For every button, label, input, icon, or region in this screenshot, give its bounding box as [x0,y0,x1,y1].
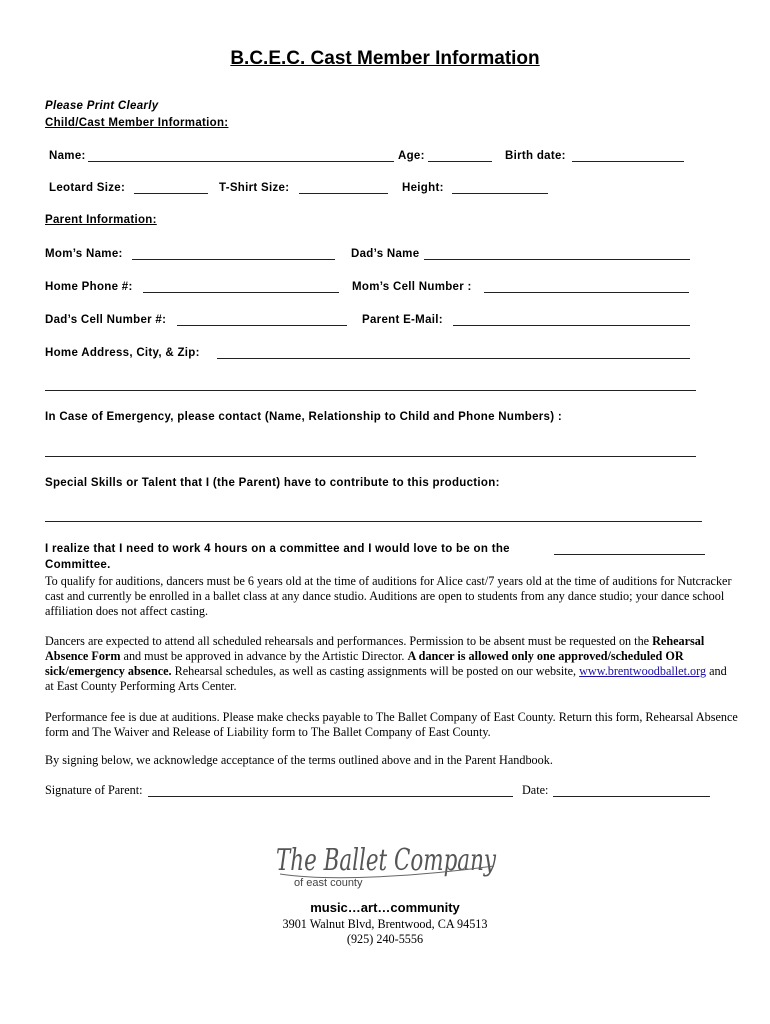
home-phone-field[interactable] [143,292,339,293]
phone: (925) 240-5556 [346,932,424,946]
dads-name-label: Dad’s Name [351,248,420,260]
special-skills-label: Special Skills or Talent that I (the Parent) have to contribute to this production: [45,477,500,489]
address: 3901 Walnut Blvd, Brentwood, CA 94513 [282,917,488,931]
parent-email-field[interactable] [453,325,690,326]
tshirt-label: T-Shirt Size: [219,182,290,194]
child-section-heading: Child/Cast Member Information: [45,117,229,129]
age-label: Age: [398,150,425,162]
name-field[interactable] [88,161,394,162]
leotard-field[interactable] [134,193,208,194]
ballet-company-logo [272,836,502,900]
signature-field[interactable] [148,796,513,797]
home-address-field-2[interactable] [45,390,696,391]
fee-paragraph: Performance fee is due at auditions. Please make checks payable to The Ballet Company of East County. Return this form, Rehearsal Absence form and The Waiver and Release of Liability form to The Ballet Company of East County. [45,710,738,739]
birth-date-field[interactable] [572,161,684,162]
parent-email-label: Parent E-Mail: [362,314,443,326]
emergency-label: In Case of Emergency, please contact (Name, Relationship to Child and Phone Numbers) : [45,411,562,423]
leotard-label: Leotard Size: [49,182,126,194]
birth-date-label: Birth date: [505,150,566,162]
tshirt-field[interactable] [299,193,388,194]
logo-script-text: The Ballet Company [276,843,497,878]
height-label: Height: [402,182,444,194]
page-title: B.C.E.C. Cast Member Information [230,48,540,69]
moms-cell-label: Mom’s Cell Number : [352,281,472,293]
name-label: Name: [49,150,86,162]
dads-name-field[interactable] [424,259,690,260]
age-field[interactable] [428,161,492,162]
dads-cell-field[interactable] [177,325,347,326]
committee-field[interactable] [554,554,705,555]
moms-name-field[interactable] [132,259,335,260]
signature-label: Signature of Parent: [45,783,143,797]
height-field[interactable] [452,193,548,194]
home-address-field[interactable] [217,358,690,359]
parent-section-heading: Parent Information: [45,214,157,226]
emergency-field[interactable] [45,456,696,457]
logo-sub-text: of east county [294,877,363,889]
committee-label: I realize that I need to work 4 hours on a committee and I would love to be on the [45,543,510,555]
dads-cell-label: Dad’s Cell Number #: [45,314,167,326]
home-address-label: Home Address, City, & Zip: [45,347,200,359]
rehearsal-paragraph: Dancers are expected to attend all scheduled rehearsals and performances. Permission to be absent must be requested on the Rehearsal Absence Form and must be approved in advance by the Artistic Director. A dancer is allowed only one approved/scheduled OR sick/emergency absence. Rehearsal schedules, as well as casting assignments will be posted on our website, www.brentwoodballet.org and at East County Performing Arts Center. [45,634,727,693]
date-label: Date: [522,783,549,797]
print-instruction: Please Print Clearly [45,100,159,112]
home-phone-label: Home Phone #: [45,281,133,293]
date-field[interactable] [553,796,710,797]
moms-name-label: Mom’s Name: [45,248,123,260]
signing-paragraph: By signing below, we acknowledge acceptance of the terms outlined above and in the Parent Handbook. [45,753,553,767]
special-skills-field[interactable] [45,521,702,522]
tagline: music…art…community [310,900,460,915]
website-link[interactable]: www.brentwoodballet.org [579,664,707,678]
audition-paragraph: To qualify for auditions, dancers must be 6 years old at the time of auditions for Alice cast/7 years old at the time of auditions for Nutcracker cast and currently be enrolled in a ballet class at any dance studio. Auditions are open to students from any dance studio; your dance school affiliation does not affect casting. [45,574,732,618]
committee-label-2: Committee. [45,559,111,571]
moms-cell-field[interactable] [484,292,689,293]
